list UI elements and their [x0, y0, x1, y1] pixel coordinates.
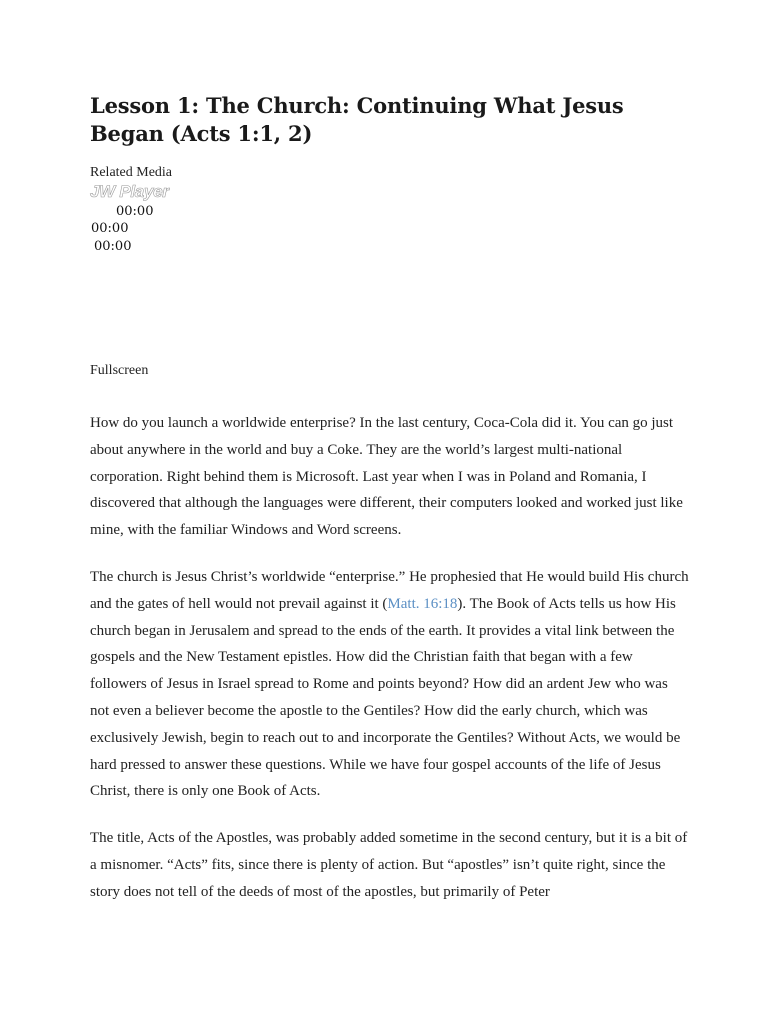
related-media-label: Related Media	[90, 165, 173, 180]
scripture-reference-link[interactable]: Matt. 16:18	[387, 595, 458, 612]
paragraph-text: ). The Book of Acts tells us how His church began in Jerusalem and spread to the ends of the earth. It provides a vital link between the gospels and the New Testament epistles. How did the Christian faith that began with a few followers of Jesus in Israel spread to Rome and points beyond? How did an ardent Jew who was not even a believer become the apostle to the Gentiles? How did the early church, which was exclusively Jewish, begin to reach out to and incorporate the Gentiles? Without Acts, we would be hard pressed to answer these questions. While we have four gospel accounts of the life of Jesus Christ, there is only one Book of Acts.	[90, 595, 681, 800]
body-paragraph-2	[90, 564, 690, 805]
body-paragraph-1: How do you launch a worldwide enterprise? In the last century, Coca-Cola did it. You can go just about anywhere in the world and buy a Coke. They are the world’s largest multi-national corporation. Right behind them is Microsoft. Last year when I was in Poland and Romania, I discovered that although the languages were different, their computers looked and worked just like mine, with the familiar Windows and Word screens.	[90, 415, 683, 539]
player-elapsed-time: 00:00	[116, 204, 154, 219]
paragraph-text: The church is Jesus Christ’s worldwide “enterprise.” He prophesied that He would build His church and the gates of hell would not prevail against it (	[90, 569, 689, 612]
jw-player-logo[interactable]: JW Player	[90, 182, 169, 201]
body-paragraph-3: The title, Acts of the Apostles, was probably added sometime in the second century, but it is a bit of a misnomer. “Acts” fits, since there is plenty of action. But “apostles” isn’t quite right, since the story does not tell of the deeds of most of the apostles, but primarily of Peter	[90, 830, 688, 900]
page-title: Lesson 1: The Church: Continuing What Jesus Began (Acts 1:1, 2)	[90, 93, 624, 146]
fullscreen-button[interactable]: Fullscreen	[90, 363, 149, 378]
player-remaining-time: 00:00	[94, 239, 132, 254]
player-duration-time: 00:00	[91, 221, 129, 236]
